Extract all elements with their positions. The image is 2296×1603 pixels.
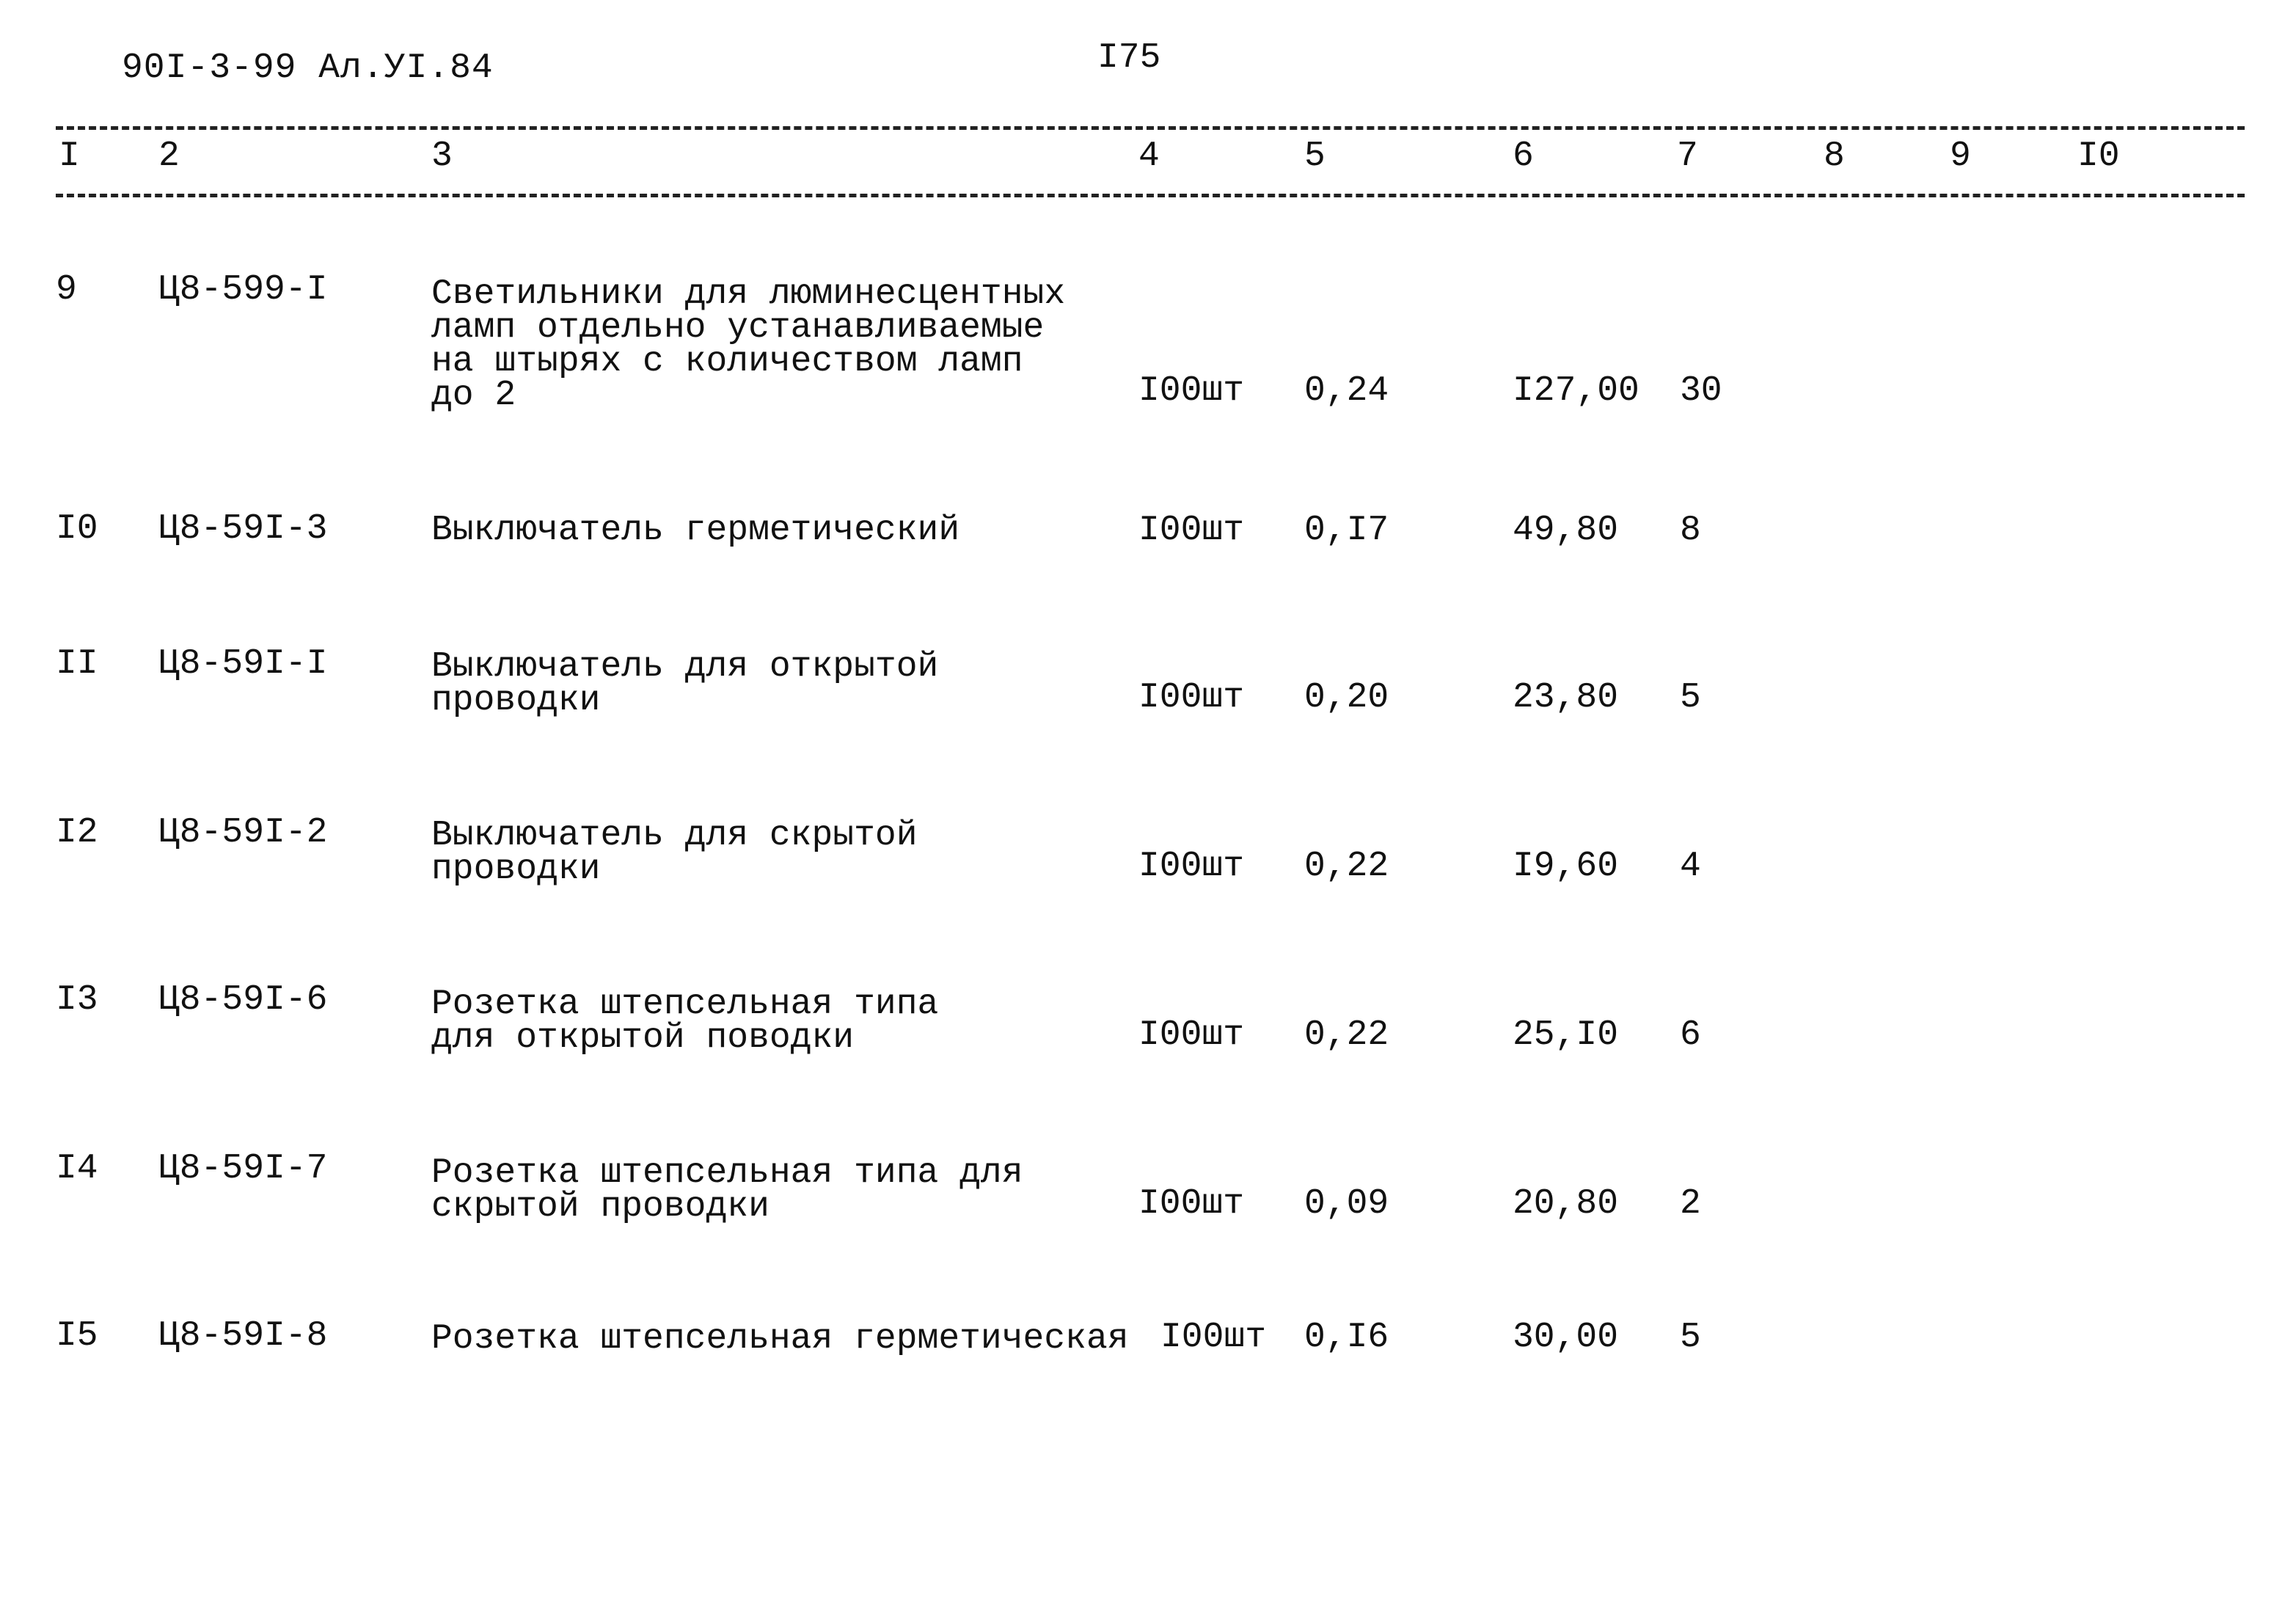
row-number: I5 <box>56 1316 98 1356</box>
row-sum: 5 <box>1680 1318 1701 1357</box>
row-code: Ц8-59I-8 <box>158 1316 328 1356</box>
row-number: I4 <box>56 1149 98 1188</box>
row-number: I3 <box>56 980 98 1020</box>
row-description: Розетка штепсельная типа для скрытой проводки <box>431 1153 1023 1227</box>
row-quantity: 0,I6 <box>1304 1318 1389 1357</box>
row-unit: I00шт <box>1138 847 1245 886</box>
row-description: Выключатель для открытой проводки <box>431 647 939 720</box>
row-unit: I00шт <box>1138 678 1245 717</box>
row-sum: 30 <box>1680 371 1722 411</box>
row-quantity: 0,22 <box>1304 1015 1389 1055</box>
table-row <box>0 509 2296 659</box>
table-row <box>0 1316 2296 1466</box>
row-sum: 6 <box>1680 1015 1701 1055</box>
document-code: 90I-3-99 Ал.УI.84 <box>122 48 494 88</box>
row-price: 20,80 <box>1513 1184 1619 1224</box>
row-sum: 8 <box>1680 511 1701 550</box>
row-unit: I00шт <box>1138 1015 1245 1055</box>
row-price: 49,80 <box>1513 511 1619 550</box>
row-number: I2 <box>56 813 98 852</box>
row-quantity: 0,22 <box>1304 847 1389 886</box>
column-header: 3 <box>431 136 453 176</box>
row-quantity: 0,20 <box>1304 678 1389 717</box>
row-code: Ц8-59I-3 <box>158 509 328 549</box>
row-sum: 4 <box>1680 847 1701 886</box>
table-row <box>0 1149 2296 1299</box>
row-code: Ц8-599-I <box>158 270 328 310</box>
table-row <box>0 980 2296 1130</box>
table-row <box>0 813 2296 963</box>
row-sum: 2 <box>1680 1184 1701 1224</box>
table-row <box>0 644 2296 794</box>
column-header: 2 <box>158 136 180 176</box>
row-quantity: 0,24 <box>1304 371 1389 411</box>
row-price: I9,60 <box>1513 847 1619 886</box>
row-unit: I00шт <box>1138 1184 1245 1224</box>
row-description: Розетка штепсельная типа для открытой поводки <box>431 985 939 1058</box>
column-header: I <box>59 136 80 176</box>
row-unit: I00шт <box>1160 1318 1267 1357</box>
row-number: II <box>56 644 98 684</box>
row-sum: 5 <box>1680 678 1701 717</box>
row-description: Розетка штепсельная герметическая <box>431 1319 1129 1359</box>
row-price: 25,I0 <box>1513 1015 1619 1055</box>
column-header: 8 <box>1824 136 1845 176</box>
table-header-rule <box>56 194 2245 197</box>
column-header: 5 <box>1304 136 1326 176</box>
column-header: 9 <box>1950 136 1971 176</box>
column-header: 6 <box>1513 136 1534 176</box>
row-price: 30,00 <box>1513 1318 1619 1357</box>
table-top-rule <box>56 126 2245 130</box>
row-description: Светильники для люминесцентных ламп отдельно устанавливаемые на штырях с количеством ламп до 2 <box>431 274 1066 415</box>
row-quantity: 0,09 <box>1304 1184 1389 1224</box>
row-description: Выключатель герметический <box>431 511 960 550</box>
column-header: 4 <box>1138 136 1160 176</box>
row-quantity: 0,I7 <box>1304 511 1389 550</box>
row-number: I0 <box>56 509 98 549</box>
row-price: I27,00 <box>1513 371 1639 411</box>
row-code: Ц8-59I-I <box>158 644 328 684</box>
row-code: Ц8-59I-2 <box>158 813 328 852</box>
row-unit: I00шт <box>1138 511 1245 550</box>
column-header: I0 <box>2077 136 2120 176</box>
row-unit: I00шт <box>1138 371 1245 411</box>
table-row <box>0 270 2296 420</box>
column-header: 7 <box>1677 136 1698 176</box>
row-price: 23,80 <box>1513 678 1619 717</box>
row-code: Ц8-59I-7 <box>158 1149 328 1188</box>
row-code: Ц8-59I-6 <box>158 980 328 1020</box>
page-number: I75 <box>1097 38 1161 78</box>
row-description: Выключатель для скрытой проводки <box>431 816 918 889</box>
row-number: 9 <box>56 270 77 310</box>
